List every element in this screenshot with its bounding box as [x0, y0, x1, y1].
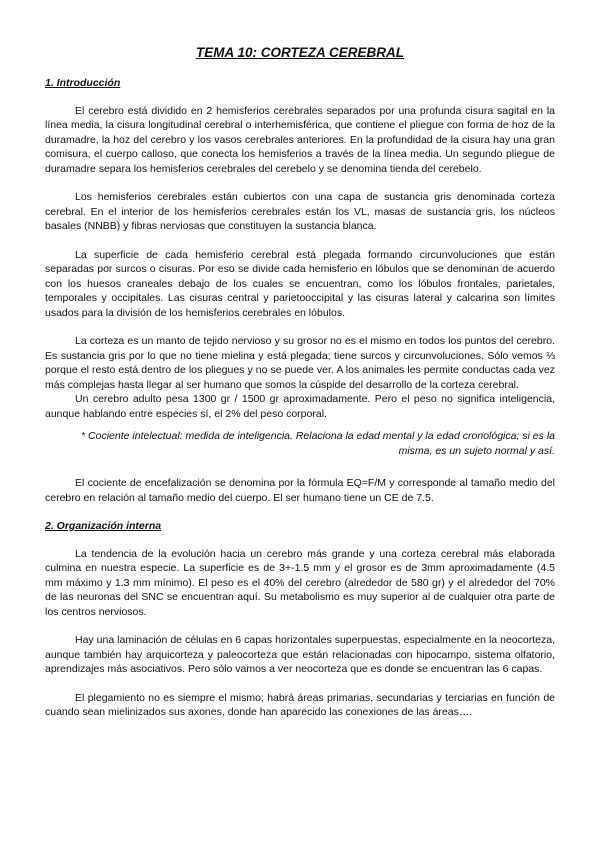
paragraph: El plegamiento no es siempre el mismo; habrá áreas primarias, secundarias y terciarias en función de cuando sean mielinizados sus axones, donde han aparecido las conexiones de las áreas….: [45, 691, 555, 718]
paragraph: Los hemisferios cerebrales están cubiertos con una capa de sustancia gris denominada corteza cerebral. En el interior de los hemisferios cerebrales están los VL, masas de sustancia gris, los núcleos basales (NNBB) y fibras nerviosas que constituyen la sustancia blanca.: [45, 191, 555, 232]
paragraph: La tendencia de la evolución hacia un cerebro más grande y una corteza cerebral más elaborada culmina en nuestra especie. La superficie es de 3+-1.5 mm y el grosor es de 3mm aproximadamente (4.5 mm máximo y 1.3 mm mínimo). El peso es el 40% del cerebro (alrededor de 580 gr) y el alrededor del 70% de las neuronas del SNC se encuentran aquí. Su metabolismo es muy superior al de cualquier otra parte de los centros nerviosos.: [45, 547, 555, 618]
paragraph: Hay una laminación de células en 6 capas horizontales superpuestas, especialmente en la neocorteza, aunque también hay arquicorteza y paleocorteza que están relacionadas con hipocampo, sistema olfatorio, aprendizajes más asociativos. Pero sólo vamos a ver neocorteza que es donde se encuentran las 6 capas.: [45, 634, 555, 675]
paragraph: La corteza es un manto de tejido nervioso y su grosor no es el mismo en todos los puntos del cerebro. Es sustancia gris por lo que no tiene mielina y está plegada; tiene surcos y circunvoluciones. Sólo vemos ⅓ porque el resto está dentro de los pliegues y no se puede ver. A los animales les permite conductas cada vez más complejas hasta llegar al ser humano que somos la cúspide del desarrollo de la corteza cerebral.: [45, 335, 555, 391]
footnote-cociente-intelectual: * Cociente intelectual: medida de inteligencia. Relaciona la edad mental y la edad cronológica; si es la misma, es un sujeto normal y así.: [81, 430, 555, 457]
paragraph: El cociente de encefalización se denomina por la fórmula EQ=F/M y corresponde al tamaño medio del cerebro en relación al tamaño medio del cuerpo. El ser humano tiene un CE de 7.5.: [45, 477, 555, 504]
page-title: TEMA 10: CORTEZA CEREBRAL: [195, 45, 404, 60]
section-heading-introduccion: 1. Introducción: [45, 77, 121, 89]
paragraph: La superficie de cada hemisferio cerebral está plegada formando circunvoluciones que están separadas por surcos o cisuras. Por eso se divide cada hemisferio en lóbulos que se denominan de acuerdo con los huesos craneales debajo de los cuales se encuentran, como los lóbulos frontales, parietales, temporales y occipitales. Las cisuras central y parietooccipital y las cisuras lateral y calcarina son límites usados para la división de los hemisferios cerebrales en lóbulos.: [45, 248, 555, 319]
paragraph: Un cerebro adulto pesa 1300 gr / 1500 gr aproximadamente. Pero el peso no significa inteligencia, aunque hablando entre especies sí, el 2% del peso corporal.: [45, 393, 555, 420]
section-heading-organizacion-interna: 2. Organización interna: [45, 520, 162, 532]
paragraph: El cerebro está dividido en 2 hemisferios cerebrales separados por una profunda cisura sagital en la línea media, la cisura longitudinal cerebral o interhemisférica, que contiene el pliegue con forma de hoz de la duramadre, la hoz del cerebro y los vasos cerebrales anteriores. En la profundidad de la cisura hay una gran comisura, el cuerpo calloso, que conecta los hemisferios a través de la línea media. Un segundo pliegue de duramadre separa los hemisferios cerebrales del cerebelo y se denomina tienda del cerebelo.: [45, 104, 555, 175]
